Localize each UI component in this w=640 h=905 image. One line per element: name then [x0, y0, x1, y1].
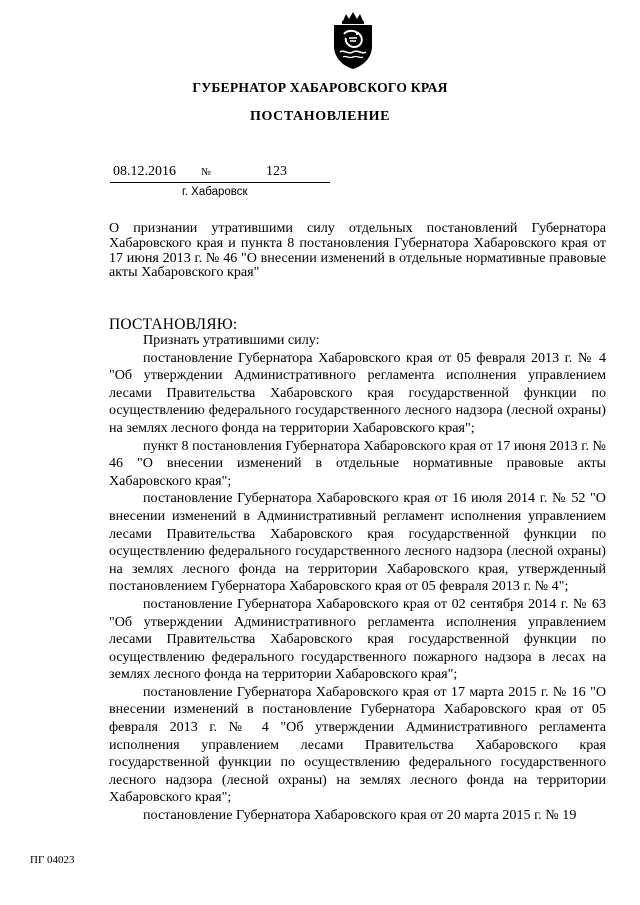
organization-title: ГУБЕРНАТОР ХАБАРОВСКОГО КРАЯ — [192, 80, 448, 95]
number-sign: № — [201, 167, 212, 178]
document-body — [109, 332, 606, 825]
date-number-line — [110, 164, 330, 184]
document-type: ПОСТАНОВЛЕНИЕ — [249, 109, 391, 124]
decree-word: ПОСТАНОВЛЯЮ: — [109, 316, 238, 333]
body-item-3: постановление Губернатора Хабаровского края от 16 июля 2014 г. № 52 "О внесении изменений в Административный регламент исполнения управлением лесами Правительства Хабаровского края государственной функции по осуществлению федерального государственного лесного надзора (лесной охраны) на землях лесного фонда на территории Хабаровского края, утвержденный постановлением Губернатора Хабаровского края от 05 февраля 2013 г. № 4"; — [109, 490, 606, 595]
body-item-5: постановление Губернатора Хабаровского края от 17 марта 2015 г. № 16 "О внесении изменений в постановление Губернатора Хабаровского края от 05 февраля 2013 г. № 4 "Об утверждении Административного регламента исполнения управлением лесами Правительства Хабаровского края государственной функции по осуществлению федерального государственного лесного надзора (лесной охраны) на землях лесного фонда на территории Хабаровского края"; — [109, 683, 606, 806]
body-lead: Признать утратившими силу: — [143, 332, 320, 348]
body-item-4: постановление Губернатора Хабаровского края от 02 сентября 2014 г. № 63 "Об утверждении Административного регламента исполнения управлением лесами Правительства Хабаровского края государственной функции по осуществлению федерального государственного пожарного надзора в лесах на землях лесного фонда на территории Хабаровского края"; — [109, 595, 606, 683]
document-city: г. Хабаровск — [182, 186, 248, 198]
body-item-1: постановление Губернатора Хабаровского края от 05 февраля 2013 г. № 4 "Об утверждении Административного регламента исполнения управлением лесами Правительства Хабаровского края государственной функции по осуществлению федерального государственного лесного надзора (лесной охраны) на землях лесного фонда на территории Хабаровского края"; — [109, 349, 606, 436]
document-number: 123 — [266, 164, 287, 179]
document-date: 08.12.2016 — [113, 164, 176, 179]
date-underline — [110, 182, 330, 183]
khabarovsk-krai-coat-of-arms-icon — [330, 12, 376, 70]
body-item-6: постановление Губернатора Хабаровского края от 20 марта 2015 г. № 19 — [143, 807, 577, 824]
body-item-2: пункт 8 постановления Губернатора Хабаровского края от 17 июня 2013 г. № 46 "О внесении изменений в отдельные нормативные правовые акты Хабаровского края"; — [109, 437, 606, 489]
form-code: ПГ 04023 — [30, 854, 75, 866]
document-topic: О признании утратившими силу отдельных постановлений Губернатора Хабаровского края и пункта 8 постановления Губернатора Хабаровского края от 17 июня 2013 г. № 46 "О внесении изменений в отдельные нормативные правовые акты Хабаровского края" — [109, 220, 606, 281]
